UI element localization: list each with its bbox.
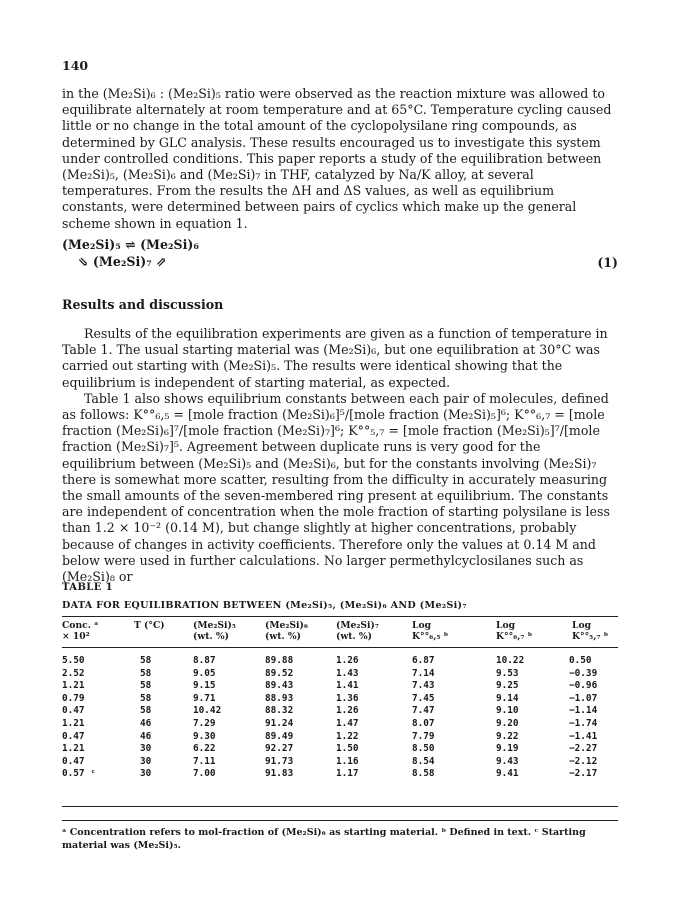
table-cell: 1.41	[336, 680, 359, 692]
table-cell: 1.47	[336, 717, 359, 729]
table-cell: 9.05	[193, 667, 216, 679]
table-cell: 9.41	[496, 768, 519, 780]
table-cell: 7.47	[412, 705, 435, 717]
table-cell: 1.21	[62, 743, 85, 755]
paragraph-1: in the (Me₂Si)₆ : (Me₂Si)₅ ratio were observed as the reaction mixture was allowed to equilibrate alternately at room temperature and at 65°C. Temperature cycling caused little or no change in the total amount of the cyclopolysilane ring compounds, as determined by GLC analysis. These results encouraged us to investigate this system under controlled conditions. This paper reports a study of the equilibration between (Me₂Si)₅, (Me₂Si)₆ and (Me₂Si)₇ in THF, catalyzed by Na/K alloy, at several temperatures. From the results the ΔH and ΔS values, as well as equilibrium constants, were determined between pairs of cyclics which make up the general scheme shown in equation 1.	[62, 86, 612, 231]
table-cell: 8.54	[412, 755, 435, 767]
table-cell: 0.79	[62, 692, 85, 704]
table-cell: 5.50	[62, 655, 85, 666]
table-cell: 91.73	[265, 755, 294, 767]
table-row	[62, 668, 618, 681]
table-cell: 0.47	[62, 705, 85, 717]
equation-line-2: ⇘ (Me₂Si)₇ ⇗	[78, 254, 167, 269]
table-title: DATA FOR EQUILIBRATION BETWEEN (Me₂Si)₅, (Me₂Si)₆ AND (Me₂Si)₇	[62, 600, 467, 611]
table-cell: 1.17	[336, 768, 359, 780]
table-cell: −0.39	[569, 667, 598, 679]
table-cell: 9.10	[496, 705, 519, 717]
table-cell: 7.00	[193, 768, 216, 780]
table-cell: 9.14	[496, 692, 519, 704]
table-cell: 7.29	[193, 717, 216, 729]
table-cell: 9.15	[193, 680, 216, 692]
table-cell: 7.11	[193, 755, 216, 767]
table-cell: 0.47	[62, 755, 85, 767]
section-heading: Results and discussion	[62, 297, 224, 312]
table-label: TABLE 1	[62, 582, 113, 593]
table-row	[62, 756, 618, 769]
table-rule-foot	[62, 820, 618, 821]
table-row	[62, 680, 618, 693]
table-cell: 92.27	[265, 743, 294, 755]
table-cell: 46	[140, 717, 152, 729]
table-cell: 30	[140, 755, 152, 767]
table-header-me2si7: (Me₂Si)₇ (wt. %)	[336, 620, 379, 642]
table-row	[62, 655, 618, 668]
table-header-me2si6: (Me₂Si)₆ (wt. %)	[265, 620, 308, 642]
table-header-conc: Conc. ᵃ × 10²	[62, 620, 99, 642]
table-cell: 9.22	[496, 730, 519, 742]
table-header-me2si5: (Me₂Si)₅ (wt. %)	[193, 620, 236, 642]
equation-line-1: (Me₂Si)₅ ⇌ (Me₂Si)₆	[62, 237, 199, 252]
table-cell: 6.22	[193, 743, 216, 755]
table-cell: 10.42	[193, 705, 222, 717]
table-cell: 1.21	[62, 680, 85, 692]
table-cell: 88.93	[265, 692, 294, 704]
table-cell: 1.50	[336, 743, 359, 755]
table-cell: 89.49	[265, 730, 294, 742]
table-cell: 89.43	[265, 680, 294, 692]
equation-number: (1)	[597, 255, 618, 270]
page-number: 140	[62, 58, 89, 73]
paragraph-2-block	[62, 326, 618, 585]
table-cell: −1.14	[569, 705, 598, 717]
table-row	[62, 718, 618, 731]
table-cell: 1.26	[336, 655, 359, 666]
table-header-log-k67: Log K°°₆,₇ ᵇ	[496, 620, 533, 642]
table-cell: 8.58	[412, 768, 435, 780]
table-cell: 89.88	[265, 655, 294, 666]
table-row	[62, 743, 618, 756]
table-cell: 7.43	[412, 680, 435, 692]
table-cell: −0.96	[569, 680, 598, 692]
paragraph-3: Table 1 also shows equilibrium constants between each pair of molecules, defined as follows: K°°₆,₅ = [mole fraction (Me₂Si)₆]⁵/[mole fraction (Me₂Si)₅]⁶; K°°₆,₇ = [mole fraction (Me₂Si)₆]⁷/[mole fraction (Me₂Si)₇]⁶; K°°₅,₇ = [mole fraction (Me₂Si)₅]⁷/[mole fraction (Me₂Si)₇]⁵. Agreement between duplicate runs is very good for the equilibrium between (Me₂Si)₅ and (Me₂Si)₆, but for the constants involving (Me₂Si)₇ there is somewhat more scatter, resulting from the difficulty in accurately measuring the small amounts of the seven-membered ring present at equilibrium. The constants are independent of concentration when the mole fraction of starting polysilane is less than 1.2 × 10⁻² (0.14 M), but change slightly at higher concentrations, probably because of changes in activity coefficients. Therefore only the values at 0.14 M and below were used in further calculations. No larger permethylcyclosilanes such as (Me₂Si)₈ or	[62, 390, 610, 585]
table-row	[62, 731, 618, 744]
table-cell: 7.45	[412, 692, 435, 704]
table-cell: 58	[140, 655, 152, 666]
table-cell: −2.12	[569, 755, 598, 767]
table-cell: 91.24	[265, 717, 294, 729]
table-cell: 7.14	[412, 667, 435, 679]
table-cell: 58	[140, 667, 152, 679]
table-rule-bottom	[62, 806, 618, 807]
table-cell: 1.22	[336, 730, 359, 742]
table-cell: 1.43	[336, 667, 359, 679]
table-cell: 1.21	[62, 717, 85, 729]
table-row	[62, 705, 618, 718]
table-rule-mid	[62, 647, 618, 648]
table-cell: 9.20	[496, 717, 519, 729]
table-cell: 46	[140, 730, 152, 742]
table-cell: 88.32	[265, 705, 294, 717]
table-header-log-k65: Log K°°₆,₅ ᵇ	[412, 620, 449, 642]
table-cell: 8.07	[412, 717, 435, 729]
table-body	[62, 655, 618, 781]
table-cell: 9.25	[496, 680, 519, 692]
table-header-temp: T (°C)	[134, 620, 165, 631]
table-cell: 58	[140, 692, 152, 704]
table-cell: 30	[140, 768, 152, 780]
table-cell: −1.07	[569, 692, 598, 704]
table-cell: 1.36	[336, 692, 359, 704]
paragraph-2: Results of the equilibration experiments are given as a function of temperature in Table 1. The usual starting material was (Me₂Si)₆, but one equilibration at 30°C was carried out starting with (Me₂Si)₅. The results were identical showing that the equilibrium is independent of starting material, as expected.	[62, 326, 608, 390]
table-cell: −1.74	[569, 717, 598, 729]
table-cell: 7.79	[412, 730, 435, 742]
table-cell: 89.52	[265, 667, 294, 679]
table-cell: 2.52	[62, 667, 85, 679]
table-cell: 9.53	[496, 667, 519, 679]
table-cell: −1.41	[569, 730, 598, 742]
table-row	[62, 768, 618, 781]
table-cell: −2.27	[569, 743, 598, 755]
table-cell: 0.50	[569, 655, 592, 666]
table-cell: 9.30	[193, 730, 216, 742]
table-cell: −2.17	[569, 768, 598, 780]
table-rule-top	[62, 616, 618, 617]
table-cell: 8.50	[412, 743, 435, 755]
table-cell: 91.83	[265, 768, 294, 780]
table-header-log-k57: Log K°°₅,₇ ᵇ	[572, 620, 609, 642]
table-cell: 9.19	[496, 743, 519, 755]
table-footnote: ᵃ Concentration refers to mol-fraction of (Me₂Si)₆ as starting material. ᵇ Defined in text. ᶜ Starting material was (Me₂Si)₅.	[62, 827, 586, 851]
table-cell: 30	[140, 743, 152, 755]
table-cell: 10.22	[496, 655, 525, 666]
table-cell: 0.57 ᶜ	[62, 768, 96, 780]
table-cell: 9.43	[496, 755, 519, 767]
table-cell: 8.87	[193, 655, 216, 666]
table-cell: 1.26	[336, 705, 359, 717]
table-cell: 6.87	[412, 655, 435, 666]
table-cell: 9.71	[193, 692, 216, 704]
table-row	[62, 693, 618, 706]
table-cell: 1.16	[336, 755, 359, 767]
table-cell: 58	[140, 705, 152, 717]
table-cell: 58	[140, 680, 152, 692]
table-cell: 0.47	[62, 730, 85, 742]
equation-1	[62, 237, 618, 269]
